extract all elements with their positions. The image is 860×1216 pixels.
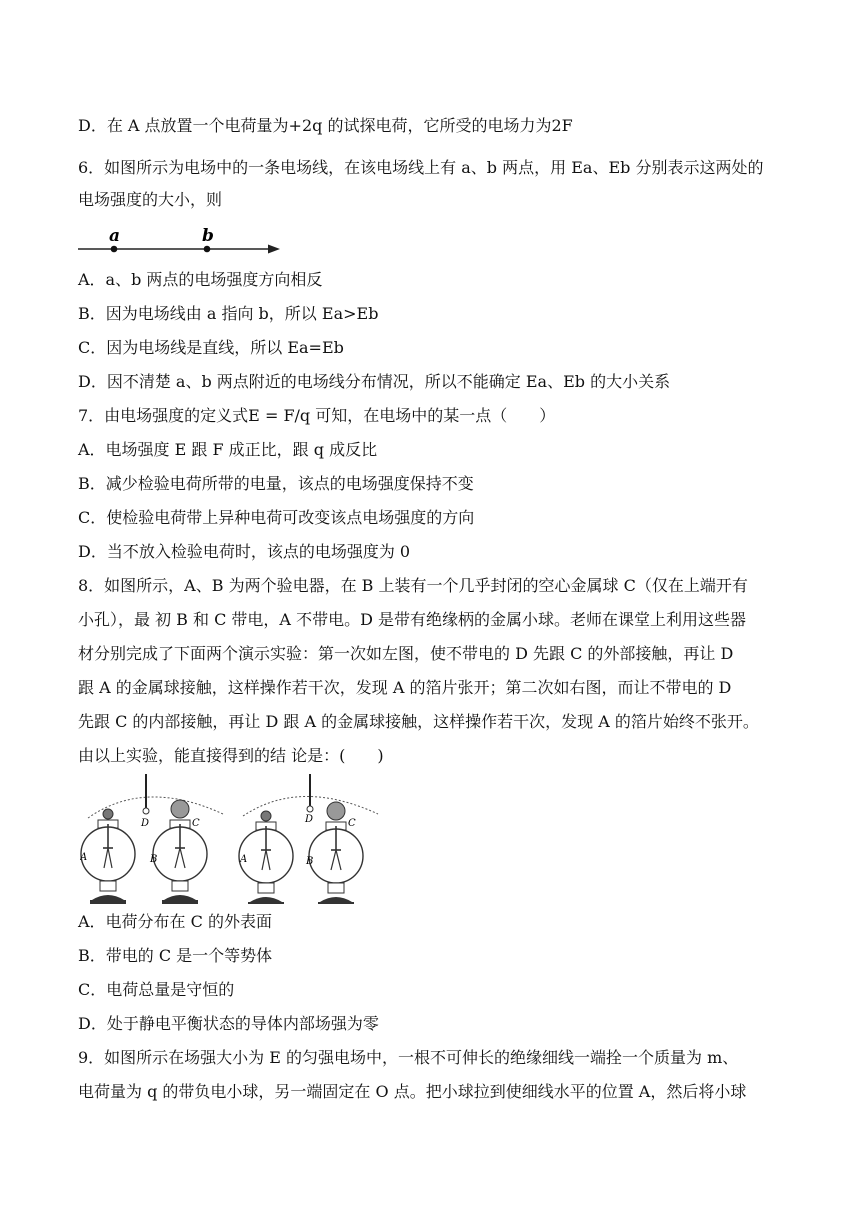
q8-stem-line-2: 小孔），最 初 B 和 C 带电，A 不带电。D 是带有绝缘柄的金属小球。老师在课堂上利用这些器 [78, 610, 746, 629]
q6-stem-line-1: 6．如图所示为电场中的一条电场线，在该电场线上有 a、b 两点，用 Ea、Eb 分别表示这两处的 [78, 158, 764, 177]
q7-option-b: B．减少检验电荷所带的电量，该点的电场强度保持不变 [78, 474, 474, 493]
point-b-label: b [202, 226, 214, 246]
q8-stem-line-3: 材分别完成了下面两个演示实验：第一次如左图，使不带电的 D 先跟 C 的外部接触，再让 D [78, 644, 734, 663]
q6-option-b: B．因为电场线由 a 指向 b，所以 Ea>Eb [78, 304, 379, 323]
right-label-d: D [305, 814, 314, 825]
left-label-a: A [80, 852, 88, 863]
q6-option-a: A．a、b 两点的电场强度方向相反 [78, 270, 323, 289]
q8-stem-line-5: 先跟 C 的内部接触，再让 D 跟 A 的金属球接触，这样操作若干次，发现 A 的箔片始终不张开。 [78, 712, 759, 731]
right-ball-d [307, 806, 313, 812]
q8-stem-line-1: 8．如图所示，A、B 为两个验电器，在 B 上装有一个几乎封闭的空心金属球 C（仅在上端开有 [78, 576, 748, 595]
q7-stem: 7．由电场强度的定义式E = F/q 可知，在电场中的某一点（ ） [78, 406, 556, 425]
right-label-c: C [348, 818, 356, 829]
q8-option-a: A．电荷分布在 C 的外表面 [78, 912, 272, 931]
q9-stem-line-1: 9．如图所示在场强大小为 E 的匀强电场中，一根不可伸长的绝缘细线一端拴一个质量为 m、 [78, 1048, 739, 1067]
q8-option-b: B．带电的 C 是一个等势体 [78, 946, 273, 965]
left-ball-d [143, 808, 149, 814]
right-label-b: B [306, 856, 314, 867]
electroscope-figure [80, 774, 390, 904]
q5-option-d: D．在 A 点放置一个电荷量为+2q 的试探电荷，它所受的电场力为2F [78, 116, 573, 135]
arrow-head-icon [268, 245, 280, 254]
q6-option-d: D．因不清楚 a、b 两点附近的电场线分布情况，所以不能确定 Ea、Eb 的大小关系 [78, 372, 671, 391]
q7-option-a: A．电场强度 E 跟 F 成正比，跟 q 成反比 [78, 440, 378, 459]
q6-stem-line-2: 电场强度的大小，则 [78, 190, 223, 209]
q8-option-d: D．处于静电平衡状态的导体内部场强为零 [78, 1014, 379, 1033]
q8-stem-line-4: 跟 A 的金属球接触，这样操作若干次，发现 A 的箔片张开；第二次如右图，而让不带电的 D [78, 678, 732, 697]
q9-stem-line-2: 电荷量为 q 的带负电小球，另一端固定在 O 点。把小球拉到使细线水平的位置 A，然后将小球 [78, 1082, 747, 1101]
left-label-c: C [192, 818, 200, 829]
q7-option-c: C．使检验电荷带上异种电荷可改变该点电场强度的方向 [78, 508, 475, 527]
point-a-dot [111, 246, 118, 253]
left-label-b: B [150, 854, 158, 865]
point-a-label: a [109, 226, 121, 246]
left-electroscope-a [81, 809, 135, 904]
q6-option-c: C．因为电场线是直线，所以 Ea=Eb [78, 338, 344, 357]
left-label-d: D [141, 818, 150, 829]
left-electroscope-b [153, 800, 207, 904]
q8-stem-line-6: 由以上实验，能直接得到的结 论是：( ) [78, 746, 384, 765]
point-b-dot [204, 246, 211, 253]
q7-option-d: D．当不放入检验电荷时，该点的电场强度为 0 [78, 542, 411, 561]
q8-option-c: C．电荷总量是守恒的 [78, 980, 235, 999]
field-line-figure [76, 222, 281, 256]
right-label-a: A [240, 854, 248, 865]
